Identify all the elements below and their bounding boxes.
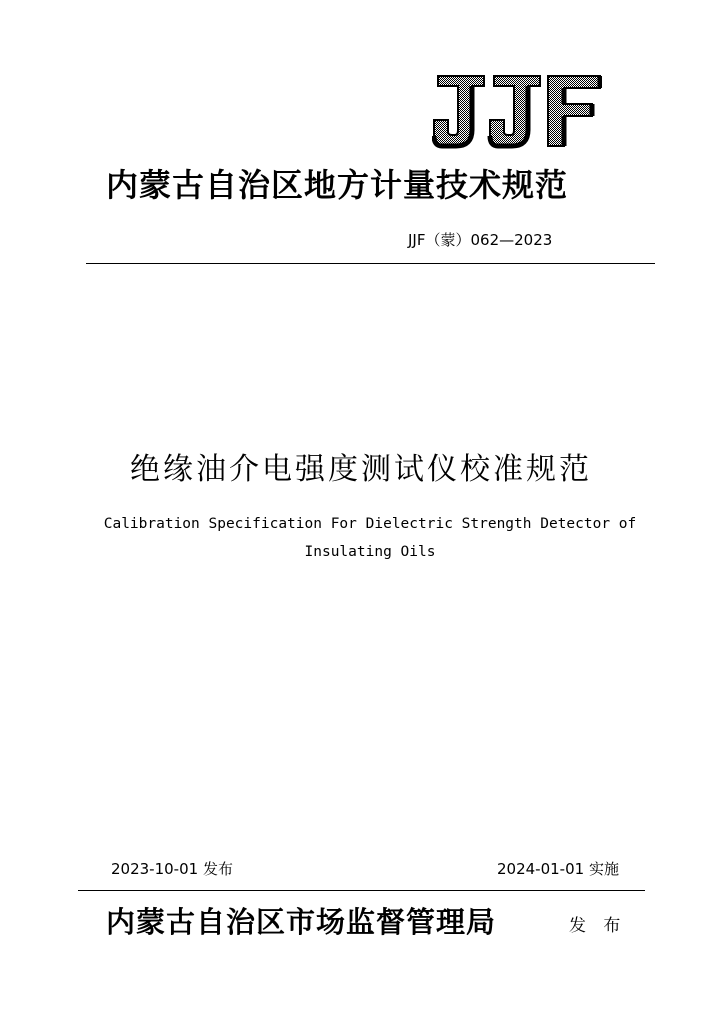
publisher-name: 内蒙古自治区市场监督管理局 xyxy=(106,905,497,939)
issuing-authority: 内蒙古自治区地方计量技术规范 xyxy=(106,166,569,204)
publish-label: 发 布 xyxy=(569,916,627,936)
implementation-date: 2024-01-01 实施 xyxy=(497,860,619,878)
top-divider xyxy=(86,263,655,264)
english-title-line-2: Insulating Oils xyxy=(304,544,436,560)
document-title-chinese: 绝缘油介电强度测试仪校准规范 xyxy=(130,452,592,487)
document-number: JJF（蒙）062—2023 xyxy=(408,231,553,249)
bottom-divider xyxy=(78,890,645,891)
document-title-english xyxy=(90,510,650,566)
issue-date: 2023-10-01 发布 xyxy=(111,860,233,878)
english-title-line-1: Calibration Specification For Dielectric Strength Detector of xyxy=(103,516,637,532)
jjf-logo-icon xyxy=(432,74,602,150)
